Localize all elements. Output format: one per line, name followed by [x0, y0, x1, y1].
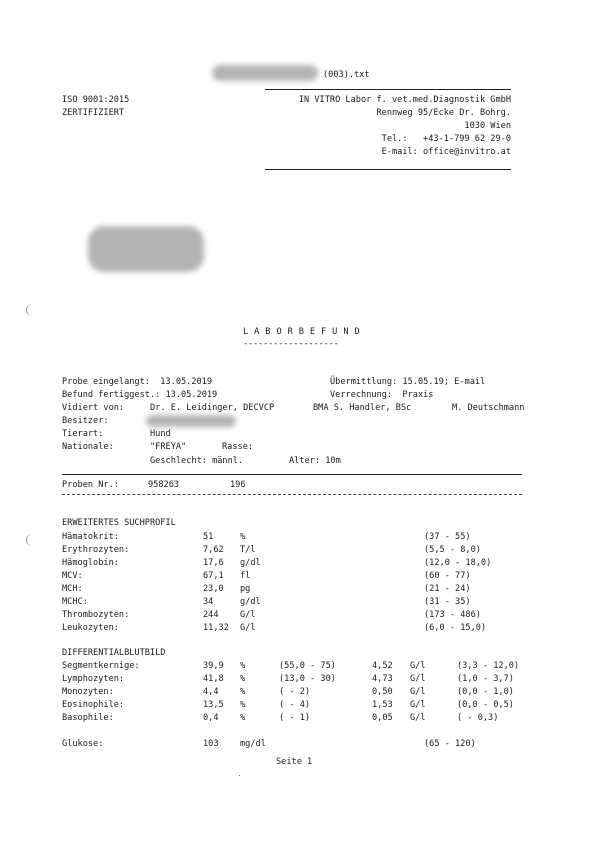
scan-speck [239, 775, 240, 776]
glukose-name: Glukose: [62, 739, 104, 749]
row-name: Eosinophile: [62, 700, 125, 710]
row-pct: 41,8 [203, 674, 224, 684]
row-unit: G/l [240, 610, 256, 620]
row-name: MCV: [62, 571, 83, 581]
certified-label: ZERTIFIZIERT [62, 108, 125, 118]
row-ref: (6,0 - 15,0) [424, 623, 487, 633]
row-abs: 0,50 [372, 687, 393, 697]
page-number: Seite 1 [276, 757, 313, 767]
row-pct: 13,5 [203, 700, 224, 710]
row-value: 23,0 [203, 584, 224, 594]
row-ref: (13,0 - 30) [279, 674, 336, 684]
row-name: Erythrozyten: [62, 545, 130, 555]
row-ref: ( - 2) [279, 687, 311, 697]
verified-by-1: Dr. E. Leidinger, DECVCP [150, 403, 275, 413]
row-value: 244 [203, 610, 219, 620]
billing: Verrechnung: Praxis [330, 390, 434, 400]
row-value: 67,1 [203, 571, 224, 581]
row-unit: % [240, 687, 246, 697]
row-value: 51 [203, 532, 214, 542]
lab-city: 1030 Wien [464, 121, 511, 131]
row-unit: % [240, 700, 246, 710]
row-ref: ( - 1) [279, 713, 311, 723]
probe-number: 958263 [148, 480, 180, 490]
row-name: MCHC: [62, 597, 88, 607]
row-abs: 1,53 [372, 700, 393, 710]
row-name: MCH: [62, 584, 83, 594]
punch-hole-mark [26, 534, 39, 546]
species-label: Tierart: [62, 429, 104, 439]
section-title-suchprofil: ERWEITERTES SUCHPROFIL [62, 518, 176, 528]
redacted-address-block [88, 226, 204, 272]
row-ref: (31 - 35) [424, 597, 471, 607]
row-abs-unit: G/l [410, 713, 426, 723]
row-ref: (60 - 77) [424, 571, 471, 581]
row-ref: (37 - 55) [424, 532, 471, 542]
row-ref: (173 - 486) [424, 610, 481, 620]
row-name: Segmentkernige: [62, 661, 140, 671]
row-unit: % [240, 674, 246, 684]
lab-email: E-mail: office@invitro.at [381, 147, 511, 157]
row-abs-ref: (1,0 - 3,7) [457, 674, 514, 684]
glukose-ref: (65 - 120) [424, 739, 476, 749]
row-abs-ref: (0,0 - 1,0) [457, 687, 514, 697]
redacted-filename [212, 65, 318, 81]
probe-number-label: Proben Nr.: [62, 480, 119, 490]
nationale-label: Nationale: [62, 442, 114, 452]
lab-phone: Tel.: +43-1-799 62 29-0 [381, 134, 511, 144]
probe-code: 196 [230, 480, 246, 490]
row-pct: 4,4 [203, 687, 219, 697]
row-value: 34 [203, 597, 214, 607]
verified-by-3: M. Deutschmann [452, 403, 525, 413]
row-unit: g/dl [240, 558, 261, 568]
row-value: 11,32 [203, 623, 229, 633]
row-ref: (5,5 - 8,0) [424, 545, 481, 555]
row-abs: 0,05 [372, 713, 393, 723]
row-unit: pg [240, 584, 251, 594]
iso-label: ISO 9001:2015 [62, 95, 130, 105]
probe-received: Probe eingelangt: 13.05.2019 [62, 377, 213, 387]
row-abs: 4,52 [372, 661, 393, 671]
row-unit: % [240, 713, 246, 723]
row-ref: (21 - 24) [424, 584, 471, 594]
row-name: Hämoglobin: [62, 558, 119, 568]
header-bottom-rule [265, 169, 511, 170]
row-unit: T/l [240, 545, 256, 555]
row-unit: % [240, 532, 246, 542]
species-value: Hund [150, 429, 171, 439]
verified-by-label: Vidiert von: [62, 403, 125, 413]
animal-name: "FREYA" [150, 442, 187, 452]
report-title: L A B O R B E F U N D [243, 327, 361, 337]
lab-name: IN VITRO Labor f. vet.med.Diagnostik GmbH [298, 95, 511, 105]
probe-dashed-rule [62, 494, 522, 495]
file-title: (003).txt [323, 70, 370, 80]
breed-label: Rasse: [222, 442, 254, 452]
row-name: Monozyten: [62, 687, 114, 697]
row-abs-unit: G/l [410, 661, 426, 671]
row-unit: % [240, 661, 246, 671]
row-name: Thrombozyten: [62, 610, 130, 620]
row-name: Lymphozyten: [62, 674, 125, 684]
verified-by-2: BMA S. Handler, BSc [313, 403, 412, 413]
row-abs-unit: G/l [410, 674, 426, 684]
owner-label: Besitzer: [62, 416, 109, 426]
row-name: Leukozyten: [62, 623, 119, 633]
report-finished: Befund fertiggest.: 13.05.2019 [62, 390, 218, 400]
row-ref: (55,0 - 75) [279, 661, 336, 671]
row-ref: (12,0 - 18,0) [424, 558, 492, 568]
row-abs-ref: ( - 0,3) [457, 713, 499, 723]
row-name: Hämatokrit: [62, 532, 119, 542]
info-rule [62, 474, 522, 475]
row-unit: g/dl [240, 597, 261, 607]
row-abs-unit: G/l [410, 687, 426, 697]
punch-hole-mark [26, 304, 39, 316]
lab-street: Rennweg 95/Ecke Dr. Bohrg. [376, 108, 511, 118]
row-unit: fl [240, 571, 251, 581]
glukose-unit: mg/dl [240, 739, 266, 749]
row-unit: G/l [240, 623, 256, 633]
row-abs-ref: (3,3 - 12,0) [457, 661, 520, 671]
transmission: Übermittlung: 15.05.19; E-mail [330, 377, 486, 387]
header-top-rule [265, 89, 511, 90]
row-abs-ref: (0,0 - 0,5) [457, 700, 514, 710]
row-value: 7,62 [203, 545, 224, 555]
glukose-value: 103 [203, 739, 219, 749]
sex: Geschlecht: männl. [150, 456, 244, 466]
report-title-underline: ------------------- [243, 338, 339, 348]
row-pct: 0,4 [203, 713, 219, 723]
row-value: 17,6 [203, 558, 224, 568]
row-abs: 4,73 [372, 674, 393, 684]
row-pct: 39,9 [203, 661, 224, 671]
row-ref: ( - 4) [279, 700, 311, 710]
row-name: Basophile: [62, 713, 114, 723]
redacted-owner [146, 415, 236, 427]
section-title-differentialblutbild: DIFFERENTIALBLUTBILD [62, 648, 166, 658]
row-abs-unit: G/l [410, 700, 426, 710]
age: Alter: 10m [289, 456, 341, 466]
